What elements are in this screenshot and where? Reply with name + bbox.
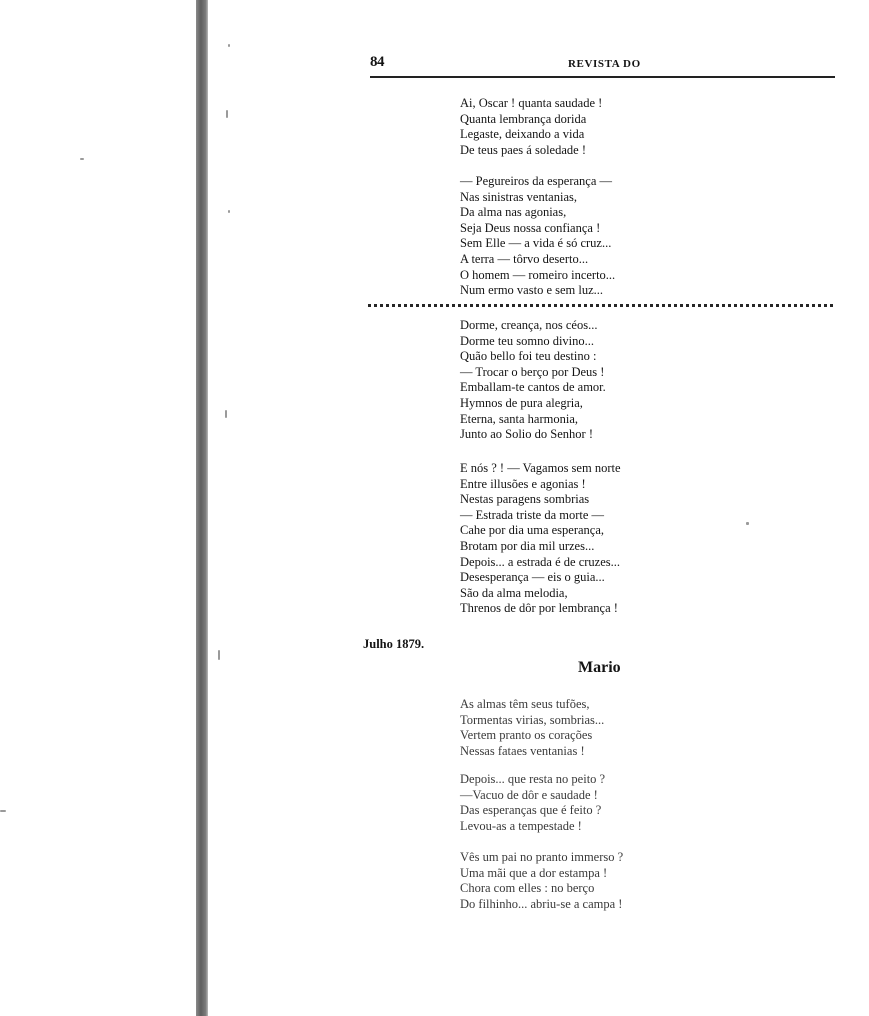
margin-mark	[228, 44, 230, 47]
verse-line: Depois... que resta no peito ?	[460, 772, 606, 786]
page-header	[370, 54, 835, 78]
verse-line: Emballam-te cantos de amor.	[460, 380, 606, 395]
page-number: 84	[370, 54, 384, 70]
verse-line: —Vacuo de dôr e saudade !	[460, 787, 598, 802]
verse-line: O homem — romeiro incerto...	[460, 267, 616, 282]
verse-line: Quão bello foi teu destino :	[460, 349, 597, 364]
stanza-5	[460, 697, 604, 759]
verse-line: — Trocar o berço por Deus !	[460, 364, 605, 379]
verse-line: Do filhinho... abriu-se a campa !	[460, 896, 623, 911]
verse-line: Vês um pai no pranto immerso ?	[460, 850, 624, 864]
stanza-4	[460, 461, 621, 617]
stanza-3	[460, 318, 606, 443]
verse-line: Threnos de dôr por lembrança !	[460, 601, 618, 616]
verse-line: Cahe por dia uma esperança,	[460, 523, 605, 538]
verse-line: Num ermo vasto e sem luz...	[460, 283, 604, 298]
verse-line: E nós ? ! — Vagamos sem norte	[460, 461, 621, 475]
margin-mark	[746, 522, 749, 525]
verse-line: Eterna, santa harmonia,	[460, 411, 579, 426]
verse-line: Vertem pranto os corações	[460, 728, 593, 743]
verse-line: Tormentas virias, sombrias...	[460, 712, 605, 727]
left-page-margin	[0, 0, 196, 1016]
verse-line: São da alma melodia,	[460, 585, 568, 600]
verse-line: As almas têm seus tufões,	[460, 697, 590, 711]
verse-line: A terra — tôrvo deserto...	[460, 251, 589, 266]
verse-line: Hymnos de pura alegria,	[460, 395, 583, 410]
verse-line: Brotam por dia mil urzes...	[460, 538, 595, 553]
verse-line: Chora com elles : no berço	[460, 881, 595, 896]
margin-mark	[218, 650, 220, 660]
stanza-2	[460, 174, 615, 299]
verse-line: Entre illusões e agonias !	[460, 476, 586, 491]
verse-line: Sem Elle — a vida é só cruz...	[460, 236, 612, 251]
verse-line: Seja Deus nossa confiança !	[460, 220, 601, 235]
verse-line: — Estrada triste da morte —	[460, 507, 605, 522]
verse-line: Dorme, creança, nos céos...	[460, 318, 598, 332]
margin-mark	[0, 810, 6, 812]
verse-line: Ai, Oscar ! quanta saudade !	[460, 96, 603, 110]
stanza-6	[460, 772, 605, 834]
running-title: REVISTA DO	[568, 58, 641, 70]
verse-line: Junto ao Solio do Senhor !	[460, 427, 593, 442]
verse-line: Dorme teu somno divino...	[460, 333, 595, 348]
margin-mark	[228, 210, 230, 213]
verse-line: Depois... a estrada é de cruzes...	[460, 554, 620, 569]
verse-line: Nessas fataes ventanias !	[460, 743, 585, 758]
date-line: Julho 1879.	[363, 637, 425, 651]
stanza-7	[460, 850, 623, 912]
verse-line: De teus paes á soledade !	[460, 142, 586, 157]
verse-line: Uma mãi que a dor estampa !	[460, 865, 608, 880]
verse-line: Legaste, deixando a vida	[460, 127, 585, 142]
verse-line: Nas sinistras ventanias,	[460, 189, 577, 204]
margin-mark	[80, 158, 84, 160]
verse-line: Nestas paragens sombrias	[460, 492, 590, 507]
poem-title: Mario	[578, 659, 621, 676]
verse-line: Desesperança — eis o guia...	[460, 570, 605, 585]
book-spine	[196, 0, 208, 1016]
margin-mark	[225, 410, 227, 418]
verse-line: Da alma nas agonias,	[460, 205, 567, 220]
margin-mark	[226, 110, 228, 118]
verse-line: Das esperanças que é feito ?	[460, 803, 602, 818]
verse-line: Levou-as a tempestade !	[460, 818, 582, 833]
stanza-1	[460, 96, 602, 158]
verse-line: Quanta lembrança dorida	[460, 111, 587, 126]
dotted-separator	[368, 304, 833, 307]
verse-line: — Pegureiros da esperança —	[460, 174, 613, 188]
